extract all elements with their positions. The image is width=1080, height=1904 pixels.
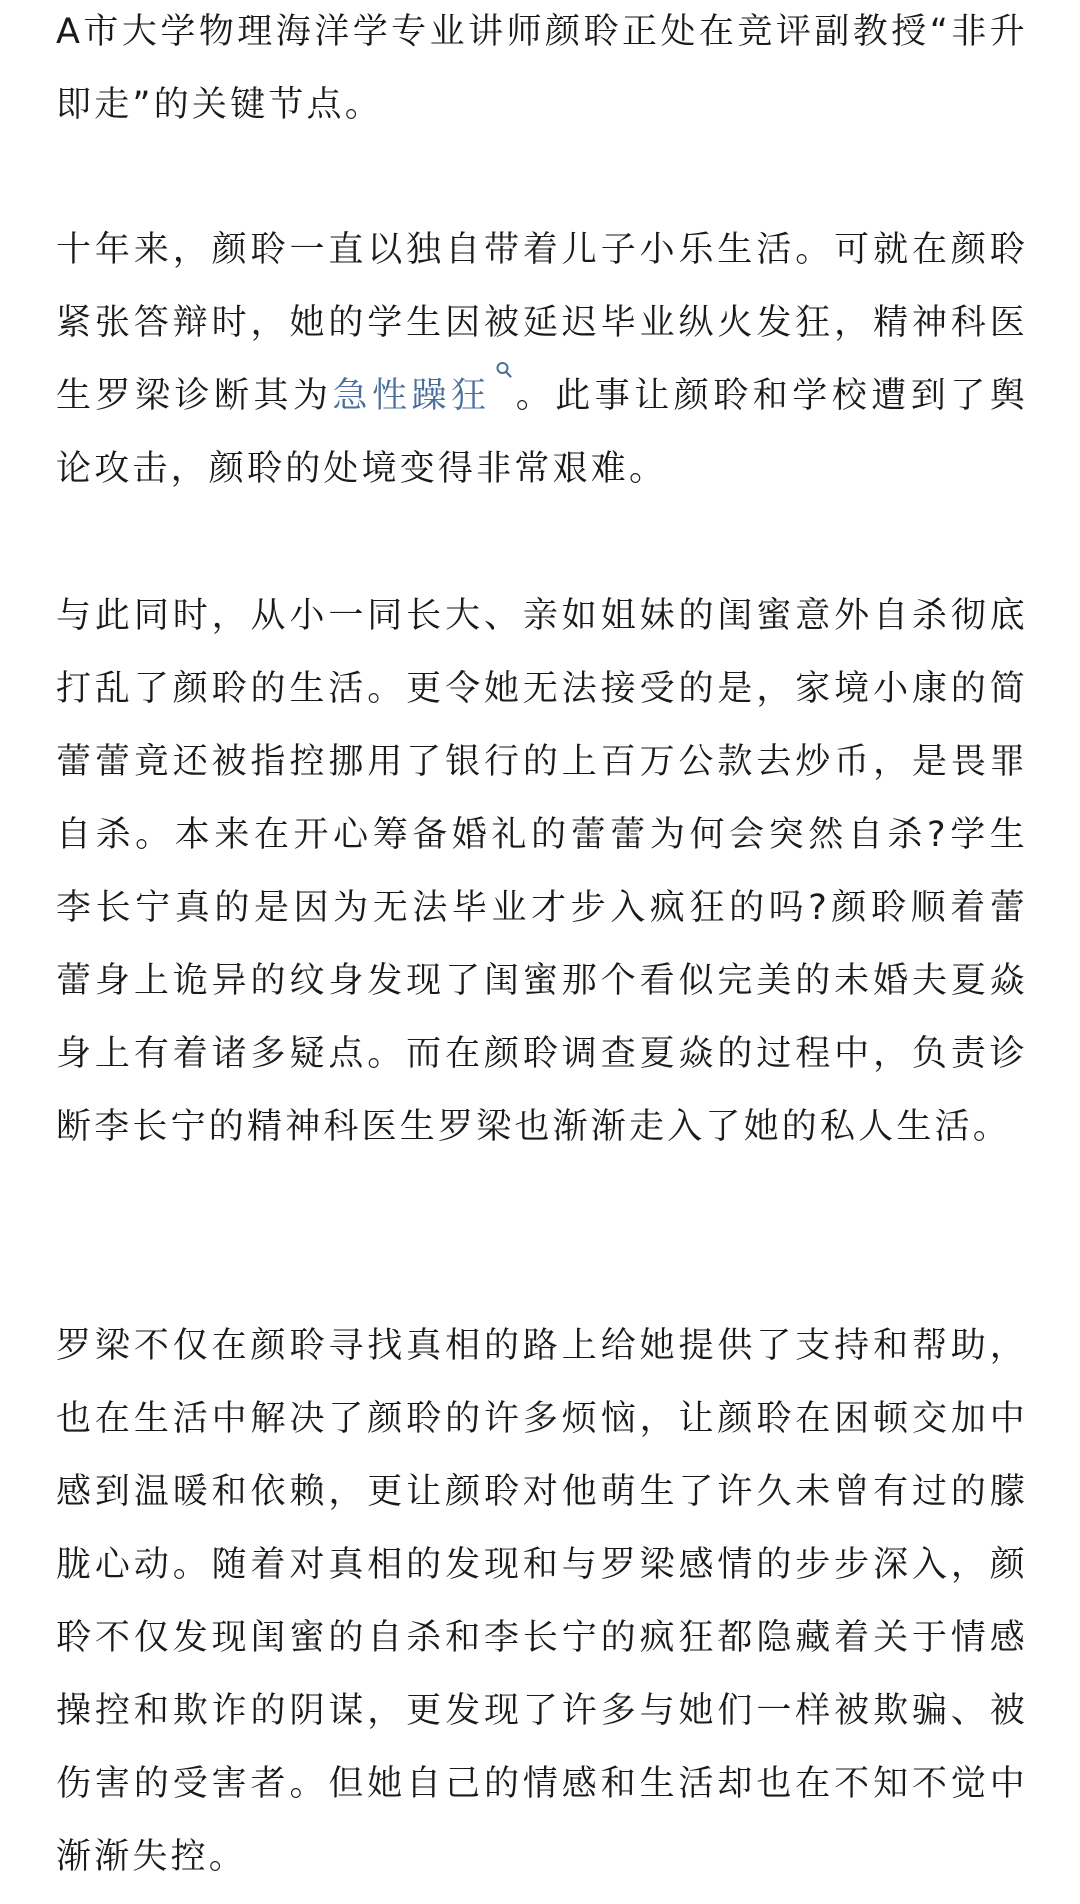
search-link-acute-mania[interactable]: 急性躁狂 [332, 376, 491, 416]
paragraph-background-text-a: 十年来，颜聆一直以独自带着儿子小乐生活。可就在颜聆紧张答辩时，她的学生因被延迟毕业纵火发狂，精神科医生罗梁诊断其为 [56, 230, 1028, 416]
paragraph-mystery: 与此同时，从小一同长大、亲如姐妹的闺蜜意外自杀彻底打乱了颜聆的生活。更令她无法接受的是，家境小康的简蕾蕾竟还被指控挪用了银行的上百万公款去炒币，是畏罪自杀。本来在开心筹备婚礼的蕾蕾为何会突然自杀?学生李长宁真的是因为无法毕业才步入疯狂的吗?颜聆顺着蕾 蕾身上诡异的纹身发现了闺蜜那个看似完美的未婚夫夏焱身上有着诸多疑点。而在颜聆调查夏焱的过程中，负责诊断李长宁的精神科医生罗梁也渐渐走入了她的私人生活。 [56, 596, 1028, 1147]
search-icon[interactable] [495, 360, 513, 390]
paragraph-background [56, 214, 1028, 506]
paragraph-intro: A市大学物理海洋学专业讲师颜聆正处在竞评副教授“非升即走”的关键节点。 [56, 12, 1028, 125]
paragraph-background-text-b: 。此事让颜聆和学校遭到了舆论攻击，颜聆的处境变得非常艰难。 [56, 376, 1028, 489]
paragraph-romance: 罗梁不仅在颜聆寻找真相的路上给她提供了支持和帮助，也在生活中解决了颜聆的许多烦恼，让颜聆在困顿交加中感到温暖和依赖，更让颜聆对他萌生了许久未曾有过的朦胧心动。随着对真相的发现和与罗梁感情的步步深入，颜聆不仅发现闺蜜的自杀和李长宁的疯狂都隐藏着关于情感操控和欺诈的阴谋，更发现了许多与她们一样被欺骗、被伤害的受害者。但她自己的情感和生活却也在不知不觉中渐渐失控。 [56, 1326, 1028, 1877]
